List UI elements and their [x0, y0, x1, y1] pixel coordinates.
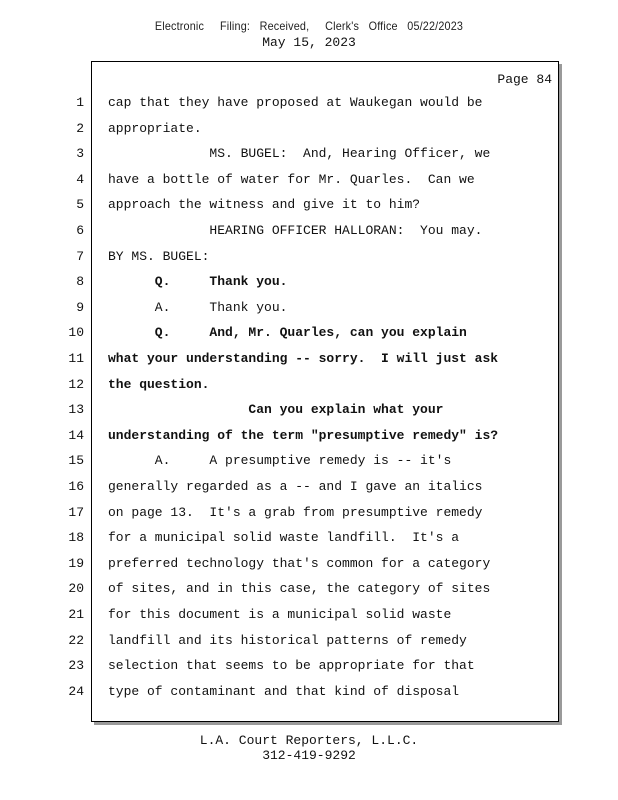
line-number: 13 — [68, 402, 84, 418]
line-number: 8 — [76, 274, 84, 290]
line-number: 1 — [76, 95, 84, 110]
transcript-page-box — [91, 61, 559, 722]
transcript-line: have a bottle of water for Mr. Quarles. Can we — [108, 171, 475, 187]
transcript-line: what your understanding -- sorry. I will just ask — [108, 351, 499, 366]
transcript-line: Q. And, Mr. Quarles, can you explain — [108, 325, 467, 341]
line-number: 20 — [68, 581, 84, 597]
transcript-line: cap that they have proposed at Waukegan would be — [108, 95, 483, 110]
line-number: 9 — [76, 299, 84, 315]
transcript-line: on page 13. It's a grab from presumptive remedy — [108, 504, 483, 520]
transcript-line: of sites, and in this case, the category of sites — [108, 581, 491, 597]
transcript-line: for this document is a municipal solid waste — [108, 607, 452, 622]
line-number: 12 — [68, 376, 84, 392]
filing-stamp: Electronic Filing: Received, Clerk's Office 05/22/2023 — [154, 19, 464, 33]
transcript-line: A. A presumptive remedy is -- it's — [108, 453, 452, 469]
line-number: 4 — [76, 171, 84, 187]
line-number: 6 — [76, 223, 84, 238]
transcript-line: Q. Thank you. — [108, 274, 288, 290]
line-number: 18 — [68, 530, 84, 546]
transcript-line: A. Thank you. — [108, 299, 288, 315]
transcript-line: selection that seems to be appropriate for that — [108, 658, 475, 674]
line-number: 5 — [76, 197, 84, 213]
transcript-line: Can you explain what your — [108, 402, 444, 418]
transcript-line: the question. — [108, 376, 210, 392]
transcript-line: approach the witness and give it to him? — [108, 197, 421, 213]
transcript-line: HEARING OFFICER HALLORAN: You may. — [108, 223, 483, 238]
line-number: 22 — [68, 632, 84, 648]
line-number: 10 — [68, 325, 84, 341]
line-number: 16 — [68, 479, 84, 494]
transcript-line: appropriate. — [108, 120, 202, 136]
line-number: 24 — [68, 683, 84, 699]
line-number: 21 — [68, 607, 84, 622]
transcript-date: May 15, 2023 — [262, 35, 356, 50]
transcript-line: understanding of the term "presumptive remedy" is? — [108, 427, 499, 443]
line-number: 19 — [68, 555, 84, 571]
page-number: Page 84 — [497, 72, 552, 87]
transcript-line: BY MS. BUGEL: — [108, 248, 210, 264]
transcript-line: landfill and its historical patterns of remedy — [108, 632, 467, 648]
line-number: 7 — [76, 248, 84, 264]
footer-company: L.A. Court Reporters, L.L.C. — [199, 733, 419, 748]
line-number: 3 — [76, 146, 84, 162]
line-number: 17 — [68, 504, 84, 520]
line-number: 11 — [68, 351, 84, 366]
transcript-line: MS. BUGEL: And, Hearing Officer, we — [108, 146, 491, 162]
line-number: 2 — [76, 120, 84, 136]
line-number: 23 — [68, 658, 84, 674]
line-number: 14 — [68, 427, 84, 443]
transcript-line: preferred technology that's common for a category — [108, 555, 491, 571]
transcript-line: generally regarded as a -- and I gave an italics — [108, 479, 483, 494]
line-number: 15 — [68, 453, 84, 469]
footer-phone: 312-419-9292 — [262, 748, 356, 763]
transcript-line: for a municipal solid waste landfill. It's a — [108, 530, 460, 546]
transcript-line: type of contaminant and that kind of disposal — [108, 683, 460, 699]
